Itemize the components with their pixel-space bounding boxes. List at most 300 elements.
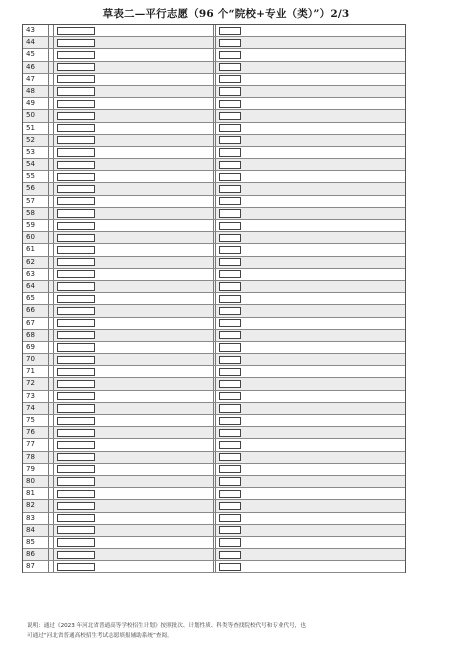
column-divider bbox=[215, 427, 216, 438]
major-code-box[interactable] bbox=[219, 477, 241, 485]
column-divider bbox=[215, 244, 216, 255]
column-divider bbox=[215, 476, 216, 487]
column-divider bbox=[215, 500, 216, 511]
column-divider bbox=[215, 220, 216, 231]
column-divider bbox=[213, 525, 214, 536]
column-divider bbox=[215, 549, 216, 560]
column-divider bbox=[53, 86, 54, 97]
table-row bbox=[23, 378, 405, 390]
column-divider bbox=[53, 25, 54, 36]
column-divider bbox=[213, 86, 214, 97]
column-divider bbox=[213, 366, 214, 377]
column-divider bbox=[215, 378, 216, 389]
school-code-box[interactable] bbox=[57, 209, 95, 217]
table-row bbox=[23, 452, 405, 464]
table-row bbox=[23, 123, 405, 135]
column-divider bbox=[213, 159, 214, 170]
column-divider bbox=[53, 257, 54, 268]
major-code-box[interactable] bbox=[219, 27, 241, 35]
row-number: 81 bbox=[23, 488, 49, 499]
table-row bbox=[23, 183, 405, 195]
column-divider bbox=[215, 159, 216, 170]
column-divider bbox=[53, 171, 54, 182]
column-divider bbox=[53, 561, 54, 572]
column-divider bbox=[215, 305, 216, 316]
note-line-1: 说明：通过《2023 年河北省普通高等学校招生计划》按照批次、计划性质、科类等查找院校代号和专业代号，也 bbox=[27, 623, 306, 629]
major-code-box[interactable] bbox=[219, 404, 241, 412]
major-code-box[interactable] bbox=[219, 63, 241, 71]
column-divider bbox=[213, 561, 214, 572]
school-code-box[interactable] bbox=[57, 465, 95, 473]
row-number: 82 bbox=[23, 500, 49, 511]
row-number: 52 bbox=[23, 135, 49, 146]
major-code-box[interactable] bbox=[219, 563, 241, 571]
major-code-box[interactable] bbox=[219, 161, 241, 169]
row-number: 77 bbox=[23, 439, 49, 450]
column-divider bbox=[53, 391, 54, 402]
major-code-box[interactable] bbox=[219, 465, 241, 473]
major-code-box[interactable] bbox=[219, 197, 241, 205]
major-code-box[interactable] bbox=[219, 136, 241, 144]
column-divider bbox=[215, 110, 216, 121]
major-code-box[interactable] bbox=[219, 502, 241, 510]
table-row bbox=[23, 537, 405, 549]
column-divider bbox=[213, 257, 214, 268]
column-divider bbox=[213, 74, 214, 85]
major-code-box[interactable] bbox=[219, 234, 241, 242]
major-code-box[interactable] bbox=[219, 246, 241, 254]
row-number: 62 bbox=[23, 257, 49, 268]
table-row bbox=[23, 147, 405, 159]
column-divider bbox=[215, 208, 216, 219]
major-code-box[interactable] bbox=[219, 112, 241, 120]
table-row bbox=[23, 549, 405, 561]
row-number: 69 bbox=[23, 342, 49, 353]
column-divider bbox=[213, 98, 214, 109]
column-divider bbox=[213, 537, 214, 548]
column-divider bbox=[53, 208, 54, 219]
row-number: 61 bbox=[23, 244, 49, 255]
column-divider bbox=[53, 159, 54, 170]
column-divider bbox=[53, 549, 54, 560]
row-number: 70 bbox=[23, 354, 49, 365]
column-divider bbox=[53, 452, 54, 463]
table-row bbox=[23, 476, 405, 488]
column-divider bbox=[53, 305, 54, 316]
column-divider bbox=[53, 464, 54, 475]
major-code-box[interactable] bbox=[219, 87, 241, 95]
column-divider bbox=[215, 147, 216, 158]
column-divider bbox=[53, 403, 54, 414]
column-divider bbox=[53, 196, 54, 207]
column-divider bbox=[53, 439, 54, 450]
major-code-box[interactable] bbox=[219, 417, 241, 425]
column-divider bbox=[215, 464, 216, 475]
major-code-box[interactable] bbox=[219, 392, 241, 400]
column-divider bbox=[213, 281, 214, 292]
school-code-box[interactable] bbox=[57, 343, 95, 351]
major-code-box[interactable] bbox=[219, 441, 241, 449]
page-title: 草表二—平行志愿（96 个“院校+专业（类）”）2/3 bbox=[102, 8, 350, 20]
school-code-box[interactable] bbox=[57, 514, 95, 522]
school-code-box[interactable] bbox=[57, 538, 95, 546]
note-line-2: 可通过“河北省普通高校招生考试志愿填报辅助系统”查阅。 bbox=[27, 633, 173, 639]
row-number: 67 bbox=[23, 318, 49, 329]
column-divider bbox=[215, 342, 216, 353]
major-code-box[interactable] bbox=[219, 185, 241, 193]
column-divider bbox=[215, 513, 216, 524]
row-number: 43 bbox=[23, 25, 49, 36]
column-divider bbox=[213, 354, 214, 365]
column-divider bbox=[53, 135, 54, 146]
column-divider bbox=[215, 452, 216, 463]
major-code-box[interactable] bbox=[219, 490, 241, 498]
table-row bbox=[23, 208, 405, 220]
school-code-box[interactable] bbox=[57, 356, 95, 364]
column-divider bbox=[213, 391, 214, 402]
column-divider bbox=[213, 439, 214, 450]
school-code-box[interactable] bbox=[57, 234, 95, 242]
column-divider bbox=[213, 427, 214, 438]
school-code-box[interactable] bbox=[57, 441, 95, 449]
major-code-box[interactable] bbox=[219, 380, 241, 388]
major-code-box[interactable] bbox=[219, 331, 241, 339]
table-row bbox=[23, 293, 405, 305]
school-code-box[interactable] bbox=[57, 563, 95, 571]
column-divider bbox=[213, 135, 214, 146]
column-divider bbox=[215, 25, 216, 36]
column-divider bbox=[53, 500, 54, 511]
school-code-box[interactable] bbox=[57, 75, 95, 83]
table-row bbox=[23, 318, 405, 330]
school-code-box[interactable] bbox=[57, 63, 95, 71]
major-code-box[interactable] bbox=[219, 319, 241, 327]
column-divider bbox=[53, 74, 54, 85]
table-row bbox=[23, 305, 405, 317]
table-row bbox=[23, 366, 405, 378]
row-number: 63 bbox=[23, 269, 49, 280]
row-number: 54 bbox=[23, 159, 49, 170]
column-divider bbox=[213, 305, 214, 316]
school-code-box[interactable] bbox=[57, 502, 95, 510]
column-divider bbox=[53, 342, 54, 353]
column-divider bbox=[213, 37, 214, 48]
table-row bbox=[23, 354, 405, 366]
column-divider bbox=[215, 37, 216, 48]
table-row bbox=[23, 281, 405, 293]
major-code-box[interactable] bbox=[219, 343, 241, 351]
column-divider bbox=[215, 354, 216, 365]
column-divider bbox=[215, 62, 216, 73]
school-code-box[interactable] bbox=[57, 173, 95, 181]
school-code-box[interactable] bbox=[57, 551, 95, 559]
school-code-box[interactable] bbox=[57, 100, 95, 108]
major-code-box[interactable] bbox=[219, 100, 241, 108]
column-divider bbox=[213, 171, 214, 182]
major-code-box[interactable] bbox=[219, 124, 241, 132]
column-divider bbox=[215, 232, 216, 243]
column-divider bbox=[53, 232, 54, 243]
major-code-box[interactable] bbox=[219, 429, 241, 437]
column-divider bbox=[213, 232, 214, 243]
table-row bbox=[23, 220, 405, 232]
major-code-box[interactable] bbox=[219, 307, 241, 315]
column-divider bbox=[215, 293, 216, 304]
column-divider bbox=[53, 147, 54, 158]
school-code-box[interactable] bbox=[57, 87, 95, 95]
column-divider bbox=[213, 500, 214, 511]
row-number: 47 bbox=[23, 74, 49, 85]
table-row bbox=[23, 342, 405, 354]
row-number: 44 bbox=[23, 37, 49, 48]
column-divider bbox=[213, 25, 214, 36]
choices-table bbox=[22, 24, 406, 573]
major-code-box[interactable] bbox=[219, 173, 241, 181]
table-row bbox=[23, 269, 405, 281]
major-code-box[interactable] bbox=[219, 39, 241, 47]
school-code-box[interactable] bbox=[57, 161, 95, 169]
column-divider bbox=[53, 318, 54, 329]
column-divider bbox=[53, 183, 54, 194]
major-code-box[interactable] bbox=[219, 514, 241, 522]
school-code-box[interactable] bbox=[57, 270, 95, 278]
column-divider bbox=[213, 244, 214, 255]
table-row bbox=[23, 86, 405, 98]
table-row bbox=[23, 37, 405, 49]
row-number: 75 bbox=[23, 415, 49, 426]
table-row bbox=[23, 62, 405, 74]
school-code-box[interactable] bbox=[57, 282, 95, 290]
table-row bbox=[23, 500, 405, 512]
table-row bbox=[23, 488, 405, 500]
column-divider bbox=[213, 476, 214, 487]
major-code-box[interactable] bbox=[219, 258, 241, 266]
school-code-box[interactable] bbox=[57, 319, 95, 327]
column-divider bbox=[213, 513, 214, 524]
table-row bbox=[23, 257, 405, 269]
row-number: 80 bbox=[23, 476, 49, 487]
major-code-box[interactable] bbox=[219, 551, 241, 559]
row-number: 55 bbox=[23, 171, 49, 182]
row-number: 84 bbox=[23, 525, 49, 536]
school-code-box[interactable] bbox=[57, 222, 95, 230]
column-divider bbox=[213, 342, 214, 353]
column-divider bbox=[215, 366, 216, 377]
major-code-box[interactable] bbox=[219, 453, 241, 461]
major-code-box[interactable] bbox=[219, 368, 241, 376]
table-row bbox=[23, 110, 405, 122]
row-number: 72 bbox=[23, 378, 49, 389]
column-divider bbox=[53, 293, 54, 304]
school-code-box[interactable] bbox=[57, 258, 95, 266]
major-code-box[interactable] bbox=[219, 75, 241, 83]
table-row bbox=[23, 135, 405, 147]
column-divider bbox=[215, 488, 216, 499]
column-divider bbox=[215, 330, 216, 341]
school-code-box[interactable] bbox=[57, 197, 95, 205]
explanation-note bbox=[27, 621, 422, 641]
school-code-box[interactable] bbox=[57, 453, 95, 461]
school-code-box[interactable] bbox=[57, 246, 95, 254]
row-number: 83 bbox=[23, 513, 49, 524]
column-divider bbox=[215, 74, 216, 85]
column-divider bbox=[53, 488, 54, 499]
row-number: 57 bbox=[23, 196, 49, 207]
school-code-box[interactable] bbox=[57, 124, 95, 132]
column-divider bbox=[213, 208, 214, 219]
column-divider bbox=[53, 415, 54, 426]
table-row bbox=[23, 525, 405, 537]
column-divider bbox=[213, 269, 214, 280]
column-divider bbox=[215, 135, 216, 146]
school-code-box[interactable] bbox=[57, 148, 95, 156]
column-divider bbox=[213, 293, 214, 304]
column-divider bbox=[213, 488, 214, 499]
school-code-box[interactable] bbox=[57, 51, 95, 59]
column-divider bbox=[53, 123, 54, 134]
column-divider bbox=[213, 123, 214, 134]
column-divider bbox=[215, 49, 216, 60]
column-divider bbox=[53, 330, 54, 341]
row-number: 87 bbox=[23, 561, 49, 572]
column-divider bbox=[53, 281, 54, 292]
row-number: 71 bbox=[23, 366, 49, 377]
column-divider bbox=[213, 110, 214, 121]
column-divider bbox=[53, 537, 54, 548]
table-row bbox=[23, 98, 405, 110]
school-code-box[interactable] bbox=[57, 295, 95, 303]
column-divider bbox=[53, 62, 54, 73]
major-code-box[interactable] bbox=[219, 222, 241, 230]
table-row bbox=[23, 74, 405, 86]
major-code-box[interactable] bbox=[219, 295, 241, 303]
column-divider bbox=[215, 183, 216, 194]
major-code-box[interactable] bbox=[219, 270, 241, 278]
column-divider bbox=[53, 98, 54, 109]
school-code-box[interactable] bbox=[57, 490, 95, 498]
row-number: 74 bbox=[23, 403, 49, 414]
table-row bbox=[23, 232, 405, 244]
row-number: 60 bbox=[23, 232, 49, 243]
row-number: 79 bbox=[23, 464, 49, 475]
school-code-box[interactable] bbox=[57, 429, 95, 437]
column-divider bbox=[53, 525, 54, 536]
major-code-box[interactable] bbox=[219, 356, 241, 364]
column-divider bbox=[53, 220, 54, 231]
column-divider bbox=[215, 537, 216, 548]
column-divider bbox=[213, 403, 214, 414]
major-code-box[interactable] bbox=[219, 209, 241, 217]
column-divider bbox=[213, 49, 214, 60]
column-divider bbox=[213, 549, 214, 560]
column-divider bbox=[215, 98, 216, 109]
row-number: 46 bbox=[23, 62, 49, 73]
column-divider bbox=[53, 366, 54, 377]
row-number: 56 bbox=[23, 183, 49, 194]
table-row bbox=[23, 561, 405, 573]
school-code-box[interactable] bbox=[57, 477, 95, 485]
column-divider bbox=[215, 269, 216, 280]
column-divider bbox=[213, 220, 214, 231]
row-number: 85 bbox=[23, 537, 49, 548]
school-code-box[interactable] bbox=[57, 307, 95, 315]
major-code-box[interactable] bbox=[219, 51, 241, 59]
row-number: 50 bbox=[23, 110, 49, 121]
school-code-box[interactable] bbox=[57, 112, 95, 120]
major-code-box[interactable] bbox=[219, 282, 241, 290]
column-divider bbox=[213, 378, 214, 389]
table-row bbox=[23, 513, 405, 525]
row-number: 58 bbox=[23, 208, 49, 219]
major-code-box[interactable] bbox=[219, 538, 241, 546]
column-divider bbox=[215, 196, 216, 207]
column-divider bbox=[213, 318, 214, 329]
column-divider bbox=[53, 37, 54, 48]
row-number: 73 bbox=[23, 391, 49, 402]
table-row bbox=[23, 196, 405, 208]
major-code-box[interactable] bbox=[219, 148, 241, 156]
column-divider bbox=[213, 415, 214, 426]
column-divider bbox=[213, 183, 214, 194]
column-divider bbox=[213, 464, 214, 475]
table-row bbox=[23, 49, 405, 61]
table-row bbox=[23, 415, 405, 427]
row-number: 76 bbox=[23, 427, 49, 438]
table-row bbox=[23, 159, 405, 171]
row-number: 68 bbox=[23, 330, 49, 341]
school-code-box[interactable] bbox=[57, 39, 95, 47]
table-row bbox=[23, 403, 405, 415]
column-divider bbox=[215, 525, 216, 536]
row-number: 49 bbox=[23, 98, 49, 109]
school-code-box[interactable] bbox=[57, 368, 95, 376]
column-divider bbox=[53, 427, 54, 438]
school-code-box[interactable] bbox=[57, 136, 95, 144]
table-row bbox=[23, 25, 405, 37]
table-row bbox=[23, 464, 405, 476]
school-code-box[interactable] bbox=[57, 331, 95, 339]
column-divider bbox=[213, 147, 214, 158]
column-divider bbox=[53, 513, 54, 524]
table-row bbox=[23, 244, 405, 256]
column-divider bbox=[215, 439, 216, 450]
column-divider bbox=[213, 196, 214, 207]
table-row bbox=[23, 330, 405, 342]
column-divider bbox=[53, 49, 54, 60]
school-code-box[interactable] bbox=[57, 417, 95, 425]
school-code-box[interactable] bbox=[57, 380, 95, 388]
row-number: 53 bbox=[23, 147, 49, 158]
school-code-box[interactable] bbox=[57, 392, 95, 400]
row-number: 45 bbox=[23, 49, 49, 60]
column-divider bbox=[213, 330, 214, 341]
school-code-box[interactable] bbox=[57, 185, 95, 193]
column-divider bbox=[53, 378, 54, 389]
school-code-box[interactable] bbox=[57, 526, 95, 534]
school-code-box[interactable] bbox=[57, 27, 95, 35]
column-divider bbox=[215, 415, 216, 426]
column-divider bbox=[215, 123, 216, 134]
column-divider bbox=[215, 86, 216, 97]
column-divider bbox=[215, 318, 216, 329]
column-divider bbox=[215, 403, 216, 414]
table-row bbox=[23, 439, 405, 451]
row-number: 51 bbox=[23, 123, 49, 134]
row-number: 78 bbox=[23, 452, 49, 463]
major-code-box[interactable] bbox=[219, 526, 241, 534]
school-code-box[interactable] bbox=[57, 404, 95, 412]
row-number: 86 bbox=[23, 549, 49, 560]
